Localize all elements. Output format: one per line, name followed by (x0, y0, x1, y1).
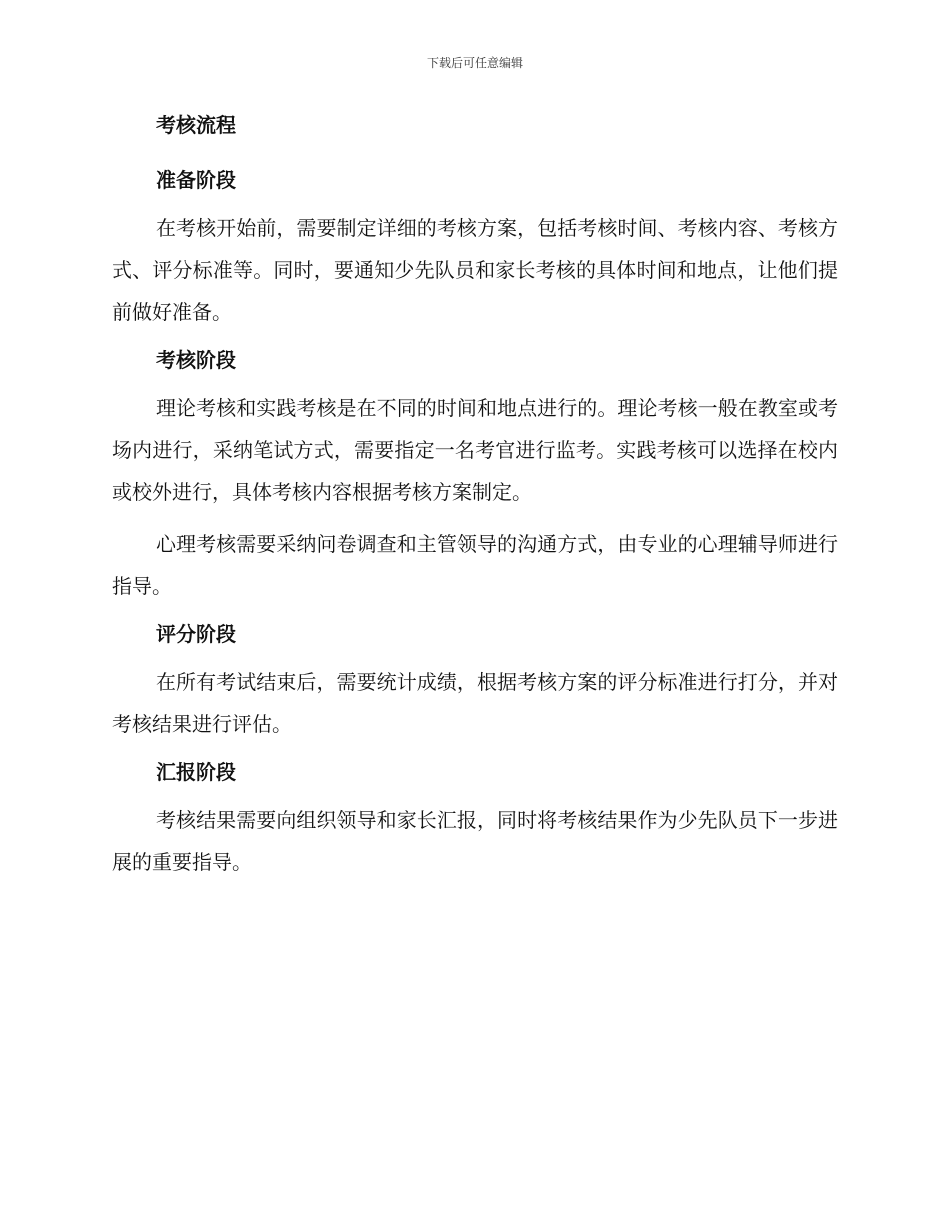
section-heading-scoring: 评分阶段 (156, 622, 236, 646)
section-paragraph: 在所有考试结束后，需要统计成绩，根据考核方案的评分标准进行打分，并对考核结果进行评估。 (112, 670, 838, 736)
section-paragraph: 考核结果需要向组织领导和家长汇报，同时将考核结果作为少先队员下一步进展的重要指导。 (112, 808, 838, 874)
document-title: 考核流程 (156, 113, 236, 137)
section-paragraph: 心理考核需要采纳问卷调查和主管领导的沟通方式，由专业的心理辅导师进行指导。 (112, 532, 838, 598)
page-header-note: 下载后可任意编辑 (426, 56, 523, 70)
document-body (112, 108, 838, 883)
section-paragraph: 理论考核和实践考核是在不同的时间和地点进行的。理论考核一般在教室或考场内进行，采纳笔试方式，需要指定一名考官进行监考。实践考核可以选择在校内或校外进行，具体考核内容根据考核方案制定。 (112, 396, 838, 504)
section-paragraph: 在考核开始前，需要制定详细的考核方案，包括考核时间、考核内容、考核方式、评分标准等。同时，要通知少先队员和家长考核的具体时间和地点，让他们提前做好准备。 (112, 216, 838, 324)
section-heading-reporting: 汇报阶段 (156, 760, 236, 784)
section-heading-preparation: 准备阶段 (156, 168, 236, 192)
section-heading-assessment: 考核阶段 (156, 348, 236, 372)
